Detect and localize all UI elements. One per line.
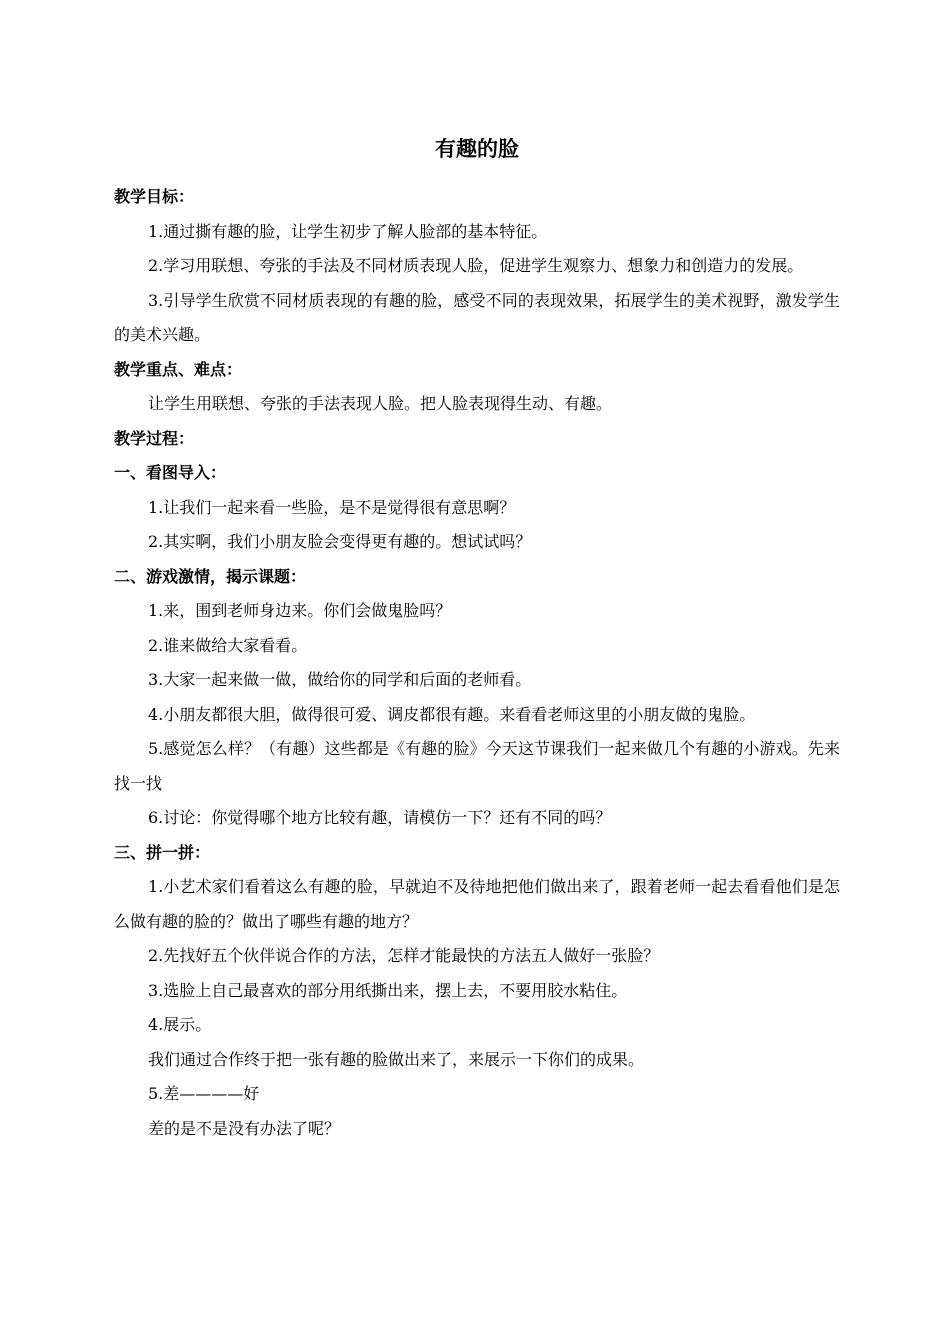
key-points-heading: 教学重点、难点： xyxy=(114,359,243,379)
objective-item: 3.引导学生欣赏不同材质表现的有趣的脸，感受不同的表现效果，拓展学生的美术视野，激发学生的美术兴趣。 xyxy=(114,290,840,344)
section3-item: 1.小艺术家们看着这么有趣的脸，早就迫不及待地把他们做出来了，跟着老师一起去看看他们是怎么做有趣的脸的？做出了哪些有趣的地方？ xyxy=(114,877,840,931)
section1-heading: 一、看图导入： xyxy=(114,463,227,482)
objective-item: 1.通过撕有趣的脸，让学生初步了解人脸部的基本特征。 xyxy=(148,221,548,241)
section3-item: 5.差————好 xyxy=(148,1084,260,1103)
section1-item: 2.其实啊，我们小朋友脸会变得更有趣的。想试试吗？ xyxy=(148,532,532,551)
section2-item: 4.小朋友都很大胆，做得很可爱、调皮都很有趣。来看看老师这里的小朋友做的鬼脸。 xyxy=(148,704,756,724)
key-points-text: 让学生用联想、夸张的手法表现人脸。把人脸表现得生动、有趣。 xyxy=(148,394,613,413)
section2-item: 3.大家一起来做一做，做给你的同学和后面的老师看。 xyxy=(148,670,532,689)
section2-heading: 二、游戏激情，揭示课题： xyxy=(114,566,307,586)
document-title: 有趣的脸 xyxy=(435,137,519,161)
section2-item: 5.感觉怎么样？（有趣）这些都是《有趣的脸》今天这节课我们一起来做几个有趣的小游戏。先来找一找 xyxy=(114,739,840,793)
objectives-heading: 教学目标： xyxy=(114,187,195,206)
section3-item: 3.选脸上自己最喜欢的部分用纸撕出来，摆上去，不要用胶水粘住。 xyxy=(148,980,628,1000)
section3-item: 差的是不是没有办法了呢？ xyxy=(148,1118,341,1138)
section3-heading: 三、拼一拼： xyxy=(114,842,211,862)
section2-item: 6.讨论：你觉得哪个地方比较有趣，请模仿一下？还有不同的吗？ xyxy=(148,808,612,827)
section3-item: 2.先找好五个伙伴说合作的方法，怎样才能最快的方法五人做好一张脸？ xyxy=(148,946,660,965)
process-heading: 教学过程： xyxy=(114,428,195,448)
section2-item: 2.谁来做给大家看看。 xyxy=(148,635,308,655)
document-page xyxy=(114,128,840,1146)
section3-item: 我们通过合作终于把一张有趣的脸做出来了，来展示一下你们的成果。 xyxy=(148,1049,645,1069)
section3-item: 4.展示。 xyxy=(148,1015,212,1034)
section1-item: 1.让我们一起来看一些脸，是不是觉得很有意思啊？ xyxy=(148,497,516,517)
section2-item: 1.来，围到老师身边来。你们会做鬼脸吗？ xyxy=(148,601,452,620)
objective-item: 2.学习用联想、夸张的手法及不同材质表现人脸，促进学生观察力、想象力和创造力的发展。 xyxy=(148,256,804,275)
